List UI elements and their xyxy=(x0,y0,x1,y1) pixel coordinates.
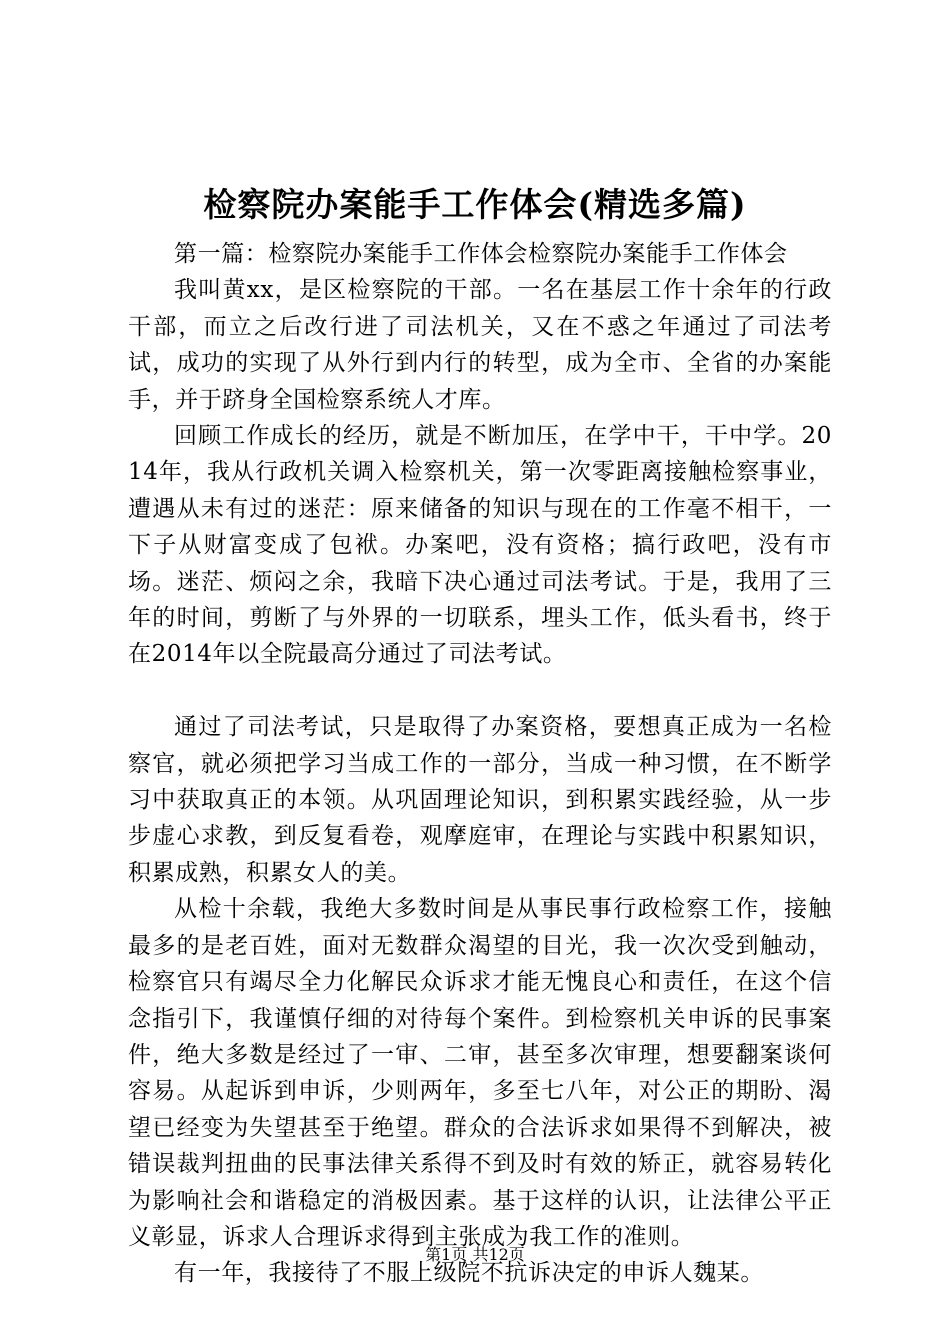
paragraph: 我叫黄xx，是区检察院的干部。一名在基层工作十余年的行政干部，而立之后改行进了司法机关，又在不惑之年通过了司法考试，成功的实现了从外行到内行的转型，成为全市、全省的办案能手，并于跻身全国检察系统人才库。 xyxy=(128,277,832,413)
document-title: 检察院办案能手工作体会(精选多篇) xyxy=(203,185,747,224)
page-footer: 第1页 共12页 xyxy=(425,1245,525,1264)
document-body xyxy=(128,236,832,1292)
paragraph: 通过了司法考试，只是取得了办案资格，要想真正成为一名检察官，就必须把学习当成工作的一部分，当成一种习惯，在不断学习中获取真正的本领。从巩固理论知识，到积累实践经验，从一步步虚心求教，到反复看卷，观摩庭审，在理论与实践中积累知识，积累成熟，积累女人的美。 xyxy=(128,714,832,886)
paragraph: 有一年，我接待了不服上级院不抗诉决定的申诉人魏某。 xyxy=(174,1260,764,1287)
paragraph-spacer xyxy=(128,673,832,709)
paragraph-heading: 第一篇：检察院办案能手工作体会检察院办案能手工作体会 xyxy=(174,241,788,267)
paragraph: 回顾工作成长的经历，就是不断加压，在学中干，干中学。2014年，我从行政机关调入检察机关，第一次零距离接触检察事业，遭遇从未有过的迷茫：原来储备的知识与现在的工作毫不相干，一下子从财富变成了包袱。办案吧，没有资格；搞行政吧，没有市场。迷茫、烦闷之余，我暗下决心通过司法考试。于是，我用了三年的时间，剪断了与外界的一切联系，埋头工作，低头看书，终于在2014年以全院最高分通过了司法考试。 xyxy=(128,423,832,668)
paragraph: 从检十余载，我绝大多数时间是从事民事行政检察工作，接触最多的是老百姓，面对无数群众渴望的目光，我一次次受到触动，检察官只有竭尽全力化解民众诉求才能无愧良心和责任，在这个信念指引下，我谨慎仔细的对待每个案件。到检察机关申诉的民事案件，绝大多数是经过了一审、二审，甚至多次审理，想要翻案谈何容易。从起诉到申诉，少则两年，多至七八年，对公正的期盼、渴望已经变为失望甚至于绝望。群众的合法诉求如果得不到解决，被错误裁判扭曲的民事法律关系得不到及时有效的矫正，就容易转化为影响社会和谐稳定的消极因素。基于这样的认识，让法律公平正义彰显，诉求人合理诉求得到主张成为我工作的准则。 xyxy=(128,896,832,1250)
